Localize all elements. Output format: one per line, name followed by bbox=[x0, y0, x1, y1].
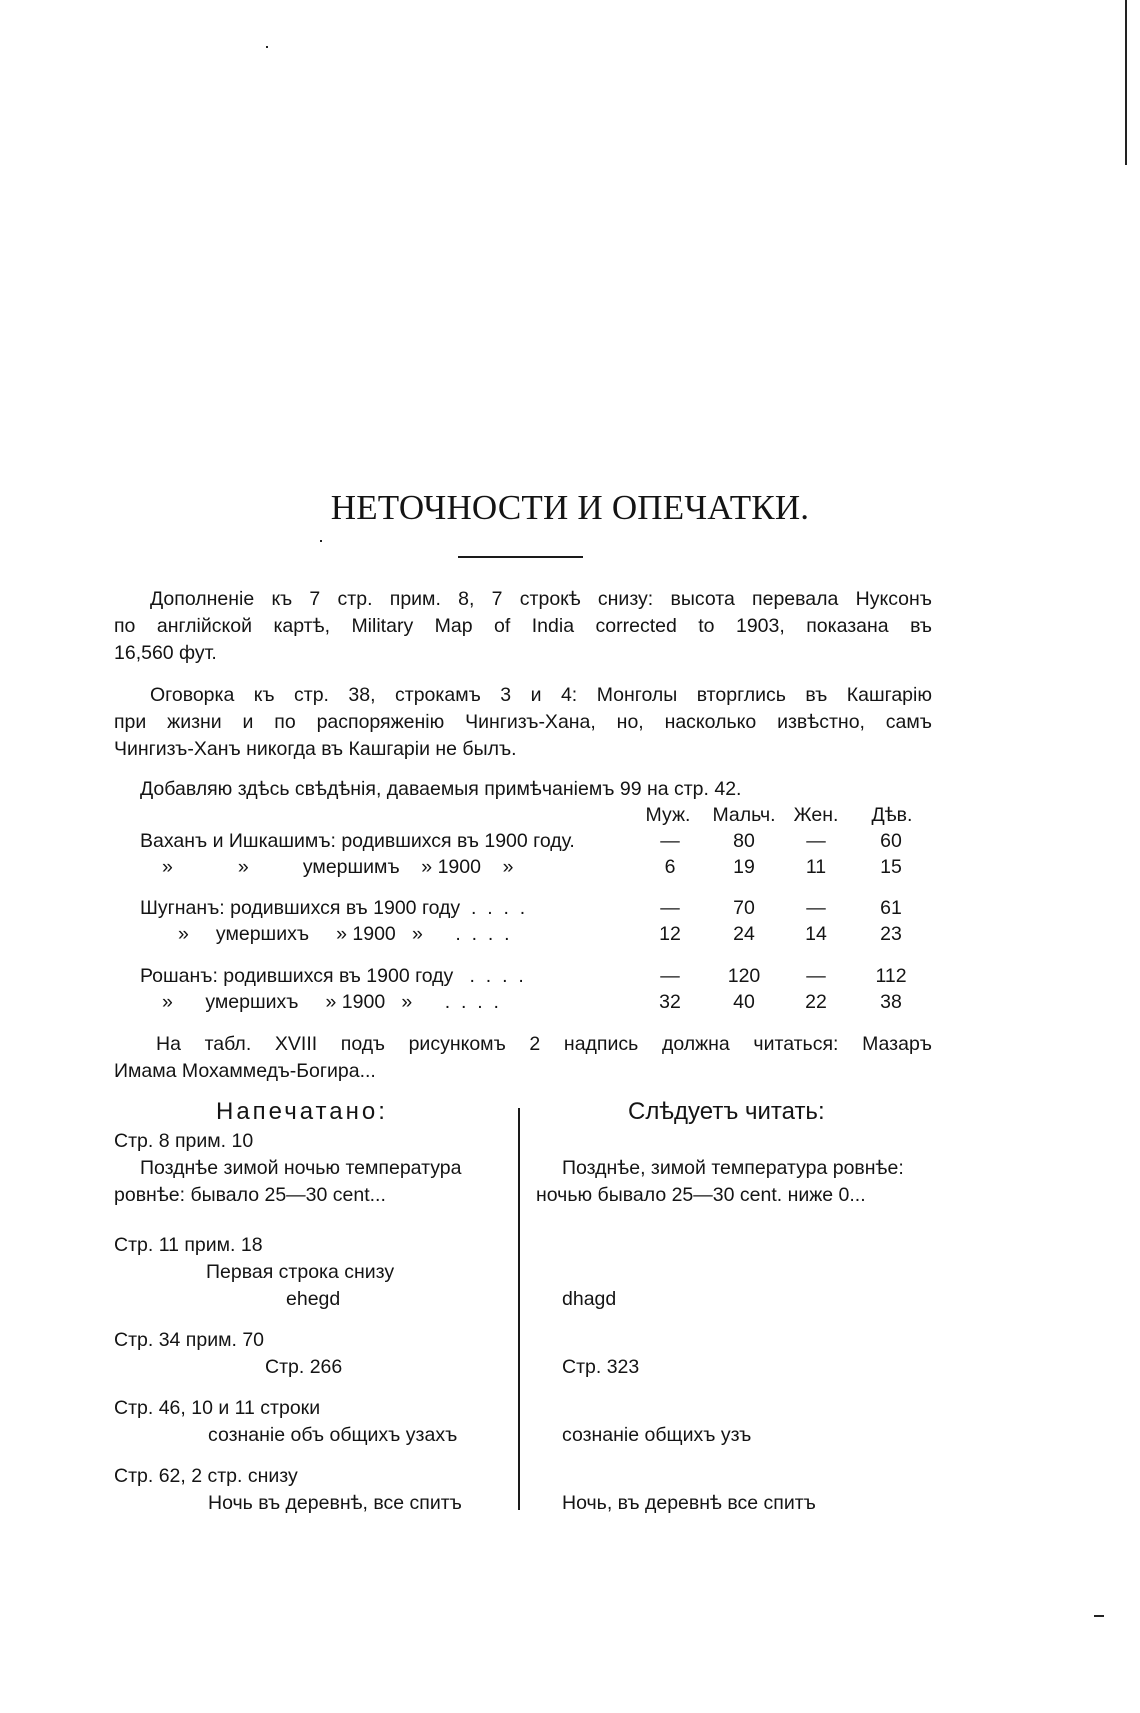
correct-text: ночью бывало 25—30 cent. ниже 0... bbox=[536, 1184, 866, 1206]
value-cell: 11 bbox=[805, 856, 827, 878]
column-header: Муж. bbox=[645, 804, 691, 826]
column-divider bbox=[518, 1108, 520, 1510]
text-line: Чингизъ-Ханъ никогда въ Кашгаріи не былъ. bbox=[114, 738, 517, 760]
value-cell: 80 bbox=[733, 830, 755, 852]
scan-speck bbox=[1094, 1615, 1104, 1617]
title-rule bbox=[458, 556, 583, 558]
correct-text: dhagd bbox=[562, 1288, 617, 1310]
value-cell: 24 bbox=[733, 923, 755, 945]
text-line: На табл. XVIII подъ рисункомъ 2 надпись должна читаться: Мазаръ bbox=[156, 1033, 932, 1055]
printed-text: Первая строка снизу bbox=[206, 1261, 395, 1283]
value-cell: — bbox=[806, 897, 826, 919]
value-cell: 60 bbox=[880, 830, 902, 852]
row-label: » » умершимъ » 1900 » bbox=[162, 856, 514, 878]
page-reference: Стр. 34 прим. 70 bbox=[114, 1329, 265, 1351]
text-line: по англійской картѣ, Military Map of India corrected to 1903, показана въ bbox=[114, 615, 932, 637]
value-cell: 112 bbox=[875, 965, 907, 987]
value-cell: 61 bbox=[880, 897, 902, 919]
page-reference: Стр. 62, 2 стр. снизу bbox=[114, 1465, 298, 1487]
value-cell: 40 bbox=[733, 991, 755, 1013]
value-cell: 70 bbox=[733, 897, 755, 919]
text-line: 16,560 фут. bbox=[114, 642, 217, 664]
text-line: Имама Мохаммедъ-Богира... bbox=[114, 1060, 376, 1082]
value-cell: 32 bbox=[659, 991, 681, 1013]
row-label: Рошанъ: родившихся въ 1900 году . . . . bbox=[140, 965, 524, 987]
printed-text: Ночь въ деревнѣ, все спитъ bbox=[208, 1492, 462, 1514]
printed-text: ehegd bbox=[286, 1288, 341, 1310]
printed-text: сознаніе объ общихъ узахъ bbox=[208, 1424, 458, 1446]
value-cell: — bbox=[806, 965, 826, 987]
scan-edge-mark bbox=[1125, 0, 1127, 165]
correct-column-header: Слѣдуетъ читать: bbox=[628, 1098, 825, 1125]
row-label: » умершихъ » 1900 » . . . . bbox=[162, 991, 499, 1013]
value-cell: — bbox=[660, 965, 680, 987]
value-cell: 22 bbox=[805, 991, 827, 1013]
text-line: при жизни и по распоряженію Чингизъ-Хана, но, насколько извѣстно, самъ bbox=[114, 711, 932, 733]
value-cell: — bbox=[806, 830, 826, 852]
text-line: Оговорка къ стр. 38, строкамъ 3 и 4: Монголы вторглись въ Кашгарію bbox=[150, 684, 932, 706]
correct-text: Ночь, въ деревнѣ все спитъ bbox=[562, 1492, 816, 1514]
text-line: Дополненіе къ 7 стр. прим. 8, 7 строкѣ снизу: высота перевала Нуксонъ bbox=[150, 588, 932, 610]
correct-text: сознаніе общихъ узъ bbox=[562, 1424, 752, 1446]
value-cell: 14 bbox=[805, 923, 827, 945]
printed-text: ровнѣе: бывало 25—30 cent... bbox=[114, 1184, 386, 1206]
column-header: Жен. bbox=[793, 804, 839, 826]
printed-text: Стр. 266 bbox=[265, 1356, 343, 1378]
value-cell: 38 bbox=[880, 991, 902, 1013]
column-header: Дѣв. bbox=[871, 804, 913, 826]
printed-column-header: Напечатано: bbox=[216, 1098, 388, 1125]
row-label: » умершихъ » 1900 » . . . . bbox=[178, 923, 510, 945]
row-label: Ваханъ и Ишкашимъ: родившихся въ 1900 году. bbox=[140, 830, 575, 852]
page-reference: Стр. 11 прим. 18 bbox=[114, 1234, 263, 1256]
statistics-intro: Добавляю здѣсь свѣдѣнія, даваемыя примѣчаніемъ 99 на стр. 42. bbox=[140, 778, 742, 800]
scan-speck bbox=[320, 540, 322, 542]
row-label: Шугнанъ: родившихся въ 1900 году . . . . bbox=[140, 897, 526, 919]
page-title: НЕТОЧНОСТИ И ОПЕЧАТКИ. bbox=[330, 488, 810, 527]
value-cell: 6 bbox=[664, 856, 676, 878]
value-cell: 12 bbox=[659, 923, 681, 945]
value-cell: — bbox=[660, 897, 680, 919]
page-reference: Стр. 8 прим. 10 bbox=[114, 1130, 254, 1152]
value-cell: — bbox=[660, 830, 680, 852]
correct-text: Стр. 323 bbox=[562, 1356, 640, 1378]
printed-text: Позднѣе зимой ночью температура bbox=[140, 1157, 462, 1179]
page-reference: Стр. 46, 10 и 11 строки bbox=[114, 1397, 321, 1419]
column-header: Мальч. bbox=[712, 804, 776, 826]
value-cell: 15 bbox=[880, 856, 902, 878]
correct-text: Позднѣе, зимой температура ровнѣе: bbox=[562, 1157, 904, 1179]
scan-speck bbox=[266, 46, 268, 48]
value-cell: 19 bbox=[733, 856, 755, 878]
value-cell: 120 bbox=[727, 965, 761, 987]
value-cell: 23 bbox=[880, 923, 902, 945]
